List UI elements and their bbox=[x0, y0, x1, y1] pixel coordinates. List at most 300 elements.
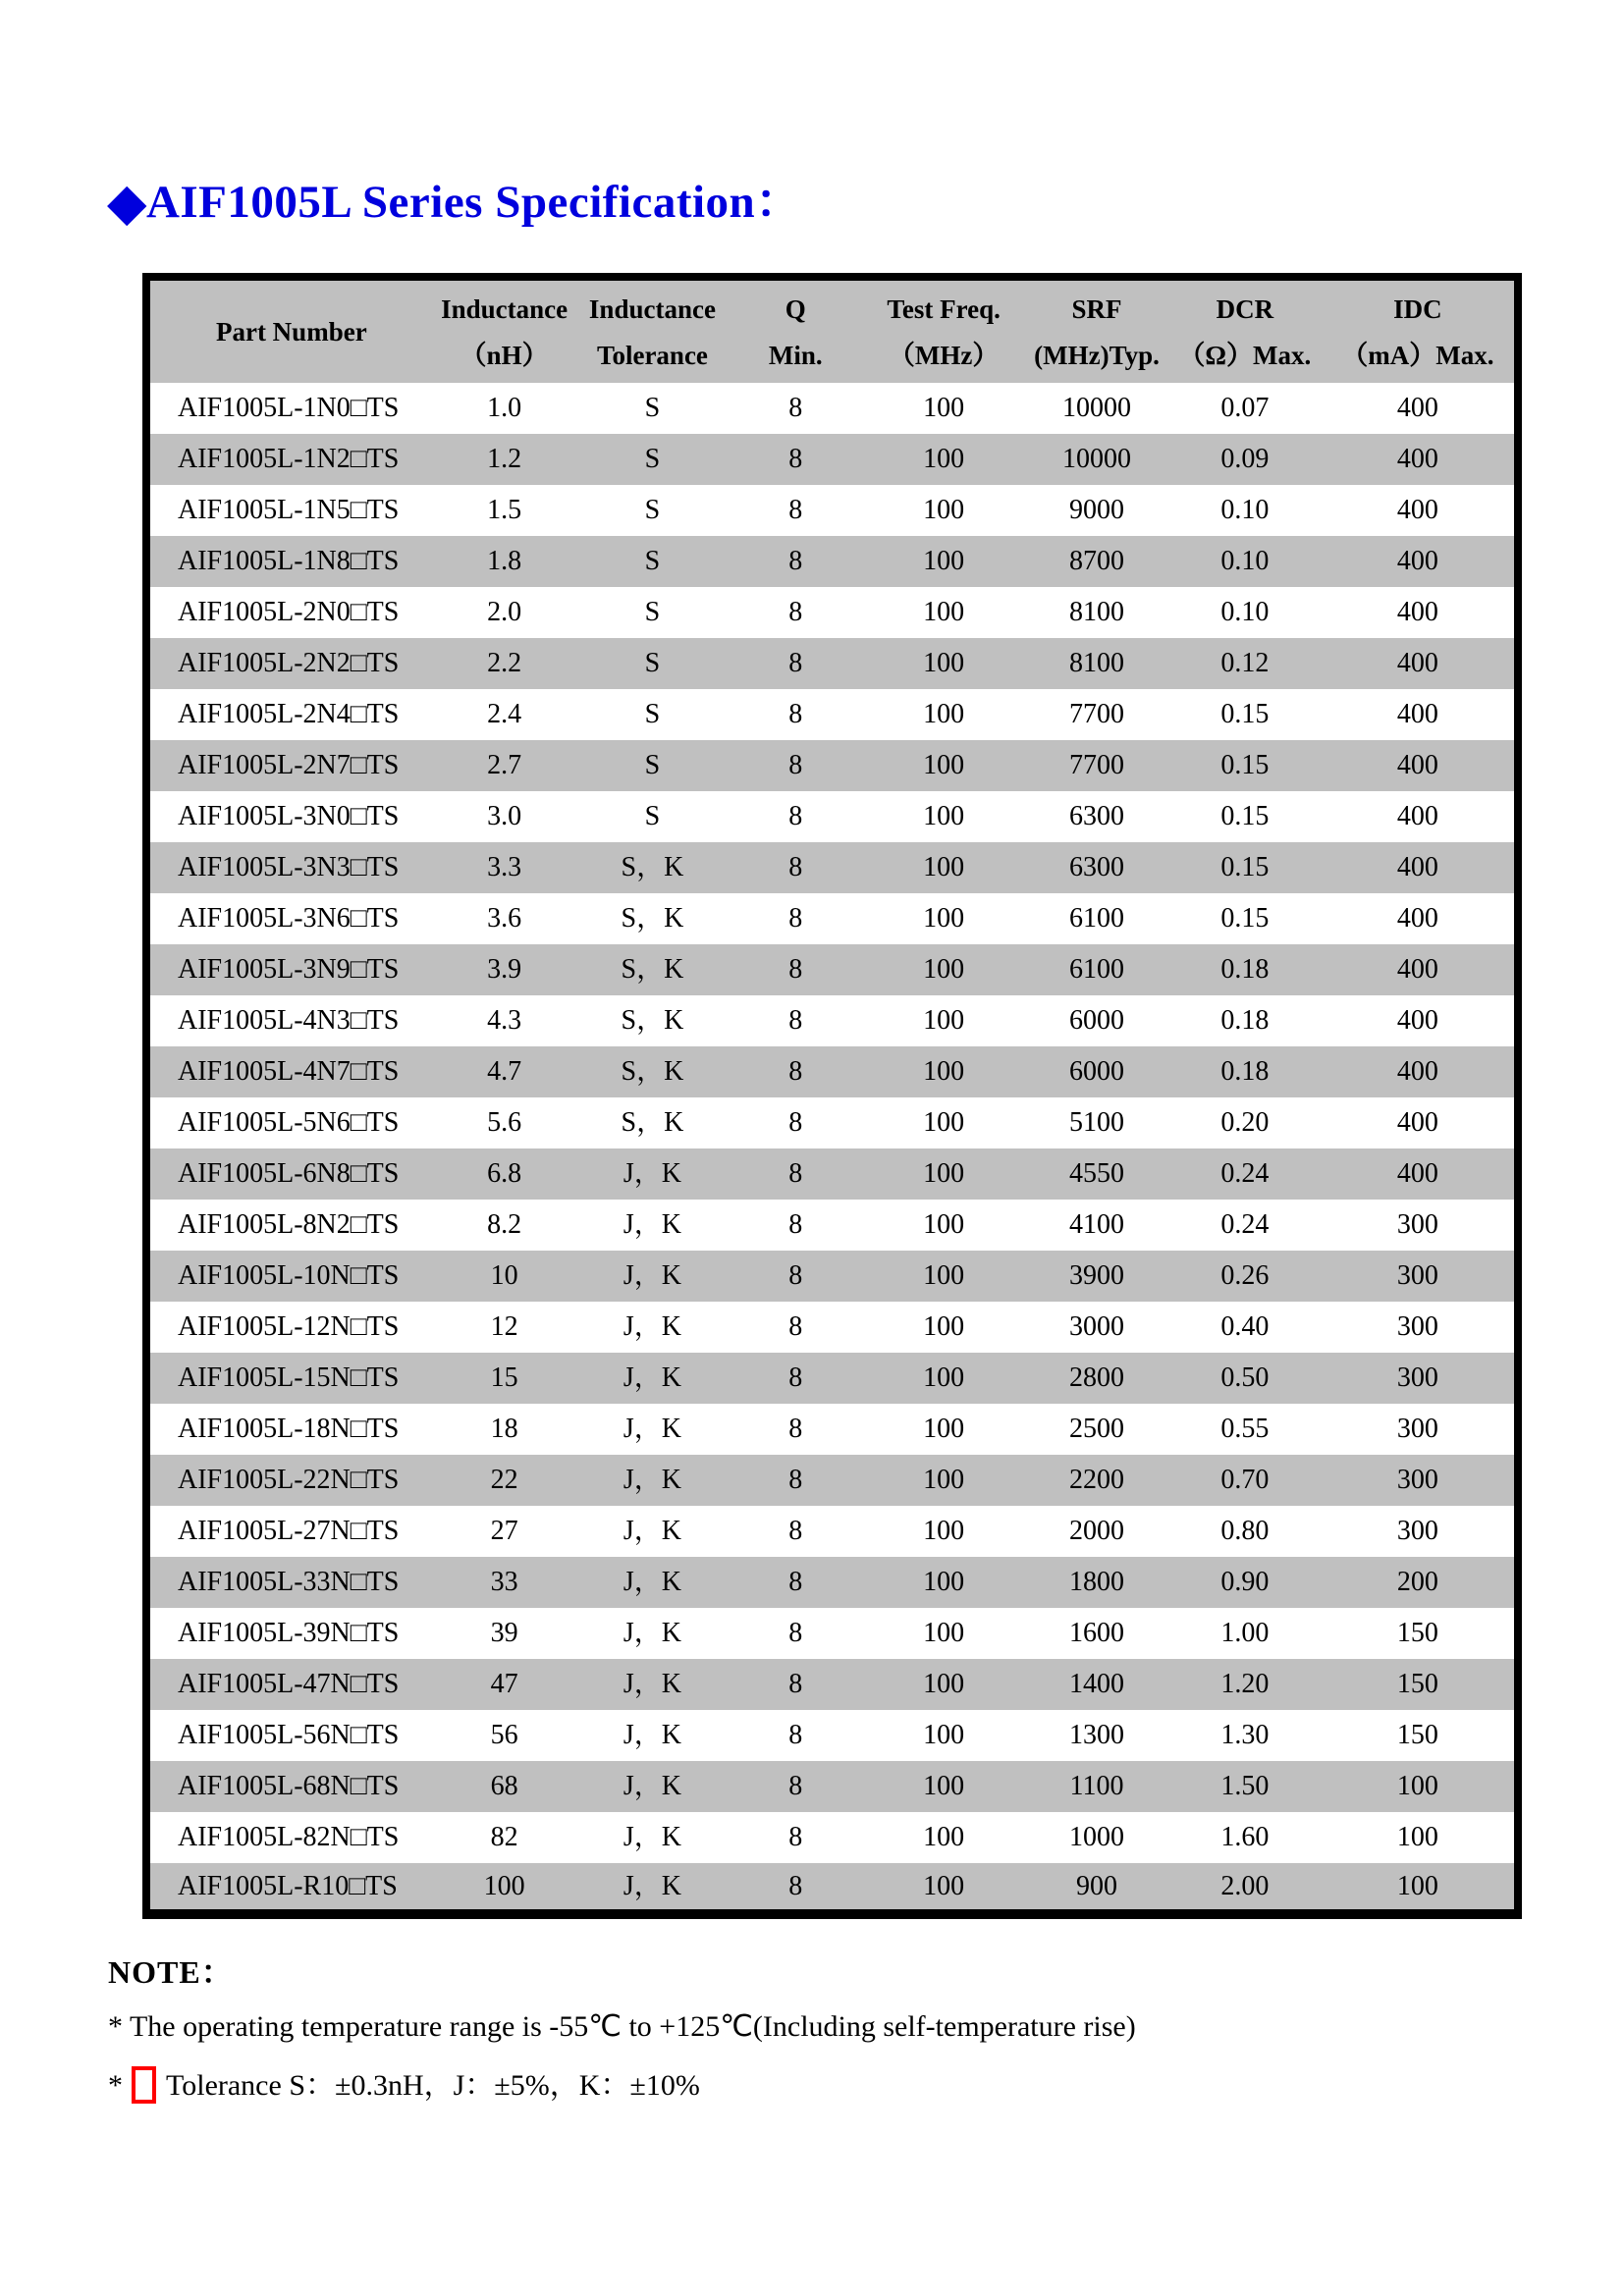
inductance-cell: 39 bbox=[490, 1618, 518, 1648]
idc-cell: 300 bbox=[1396, 1209, 1438, 1240]
tolerance-cell: J，K bbox=[623, 1209, 681, 1240]
col-header-q-line2: Min. bbox=[768, 341, 823, 370]
inductance-cell: 5.6 bbox=[487, 1107, 522, 1138]
inductance-cell: 68 bbox=[490, 1771, 518, 1801]
test-freq-cell: 100 bbox=[923, 1618, 965, 1648]
col-header-inductance-line1: Inductance bbox=[441, 294, 568, 324]
tolerance-cell: S，K bbox=[621, 1056, 684, 1087]
srf-cell: 1000 bbox=[1068, 1822, 1124, 1852]
idc-cell: 400 bbox=[1396, 903, 1438, 934]
tolerance-cell: J，K bbox=[623, 1260, 681, 1291]
part-number-cell: AIF1005L-2N7□TS bbox=[178, 750, 400, 780]
idc-cell: 100 bbox=[1396, 1771, 1438, 1801]
table-row bbox=[146, 1608, 1518, 1659]
col-header-dcr bbox=[1168, 277, 1322, 383]
inductance-cell: 3.0 bbox=[487, 801, 522, 831]
dcr-cell: 0.40 bbox=[1220, 1311, 1270, 1342]
table-row bbox=[146, 893, 1518, 944]
dcr-cell: 0.24 bbox=[1220, 1209, 1270, 1240]
tolerance-cell: J，K bbox=[623, 1311, 681, 1342]
idc-cell: 150 bbox=[1396, 1618, 1438, 1648]
test-freq-cell: 100 bbox=[923, 954, 965, 985]
srf-cell: 3900 bbox=[1068, 1260, 1124, 1291]
idc-cell: 100 bbox=[1396, 1870, 1438, 1901]
idc-cell: 300 bbox=[1396, 1465, 1438, 1495]
srf-cell: 7700 bbox=[1068, 750, 1124, 780]
table-row bbox=[146, 1659, 1518, 1710]
idc-cell: 150 bbox=[1396, 1720, 1438, 1750]
inductance-cell: 2.0 bbox=[487, 597, 522, 627]
dcr-cell: 0.55 bbox=[1220, 1414, 1270, 1444]
idc-cell: 400 bbox=[1396, 1158, 1438, 1189]
q-min-cell: 8 bbox=[788, 597, 803, 627]
q-min-cell: 8 bbox=[788, 1465, 803, 1495]
table-row bbox=[146, 1046, 1518, 1097]
srf-cell: 3000 bbox=[1068, 1311, 1124, 1342]
idc-cell: 400 bbox=[1396, 954, 1438, 985]
q-min-cell: 8 bbox=[788, 1158, 803, 1189]
dcr-cell: 0.09 bbox=[1220, 444, 1270, 474]
dcr-cell: 0.80 bbox=[1220, 1516, 1270, 1546]
part-number-cell: AIF1005L-8N2□TS bbox=[178, 1209, 400, 1240]
header-row bbox=[146, 277, 1518, 383]
part-number-cell: AIF1005L-10N□TS bbox=[178, 1260, 400, 1291]
srf-cell: 10000 bbox=[1061, 393, 1131, 423]
tolerance-cell: J，K bbox=[623, 1516, 681, 1546]
tolerance-cell: J，K bbox=[623, 1465, 681, 1495]
srf-cell: 5100 bbox=[1068, 1107, 1124, 1138]
test-freq-cell: 100 bbox=[923, 1720, 965, 1750]
inductance-cell: 3.3 bbox=[487, 852, 522, 882]
tolerance-cell: S，K bbox=[621, 954, 684, 985]
test-freq-cell: 100 bbox=[923, 1209, 965, 1240]
part-number-cell: AIF1005L-2N4□TS bbox=[178, 699, 400, 729]
part-number-cell: AIF1005L-68N□TS bbox=[178, 1771, 400, 1801]
idc-cell: 400 bbox=[1396, 699, 1438, 729]
test-freq-cell: 100 bbox=[923, 750, 965, 780]
table-row bbox=[146, 944, 1518, 995]
part-number-cell: AIF1005L-3N0□TS bbox=[178, 801, 400, 831]
table-row bbox=[146, 842, 1518, 893]
tolerance-cell: S bbox=[644, 393, 661, 423]
tolerance-cell: S，K bbox=[621, 1107, 684, 1138]
tolerance-cell: J，K bbox=[623, 1362, 681, 1393]
part-number-cell: AIF1005L-56N□TS bbox=[178, 1720, 400, 1750]
tolerance-cell: S bbox=[644, 699, 661, 729]
q-min-cell: 8 bbox=[788, 1414, 803, 1444]
dcr-cell: 0.26 bbox=[1220, 1260, 1270, 1291]
q-min-cell: 8 bbox=[788, 1056, 803, 1087]
part-number-cell: AIF1005L-3N6□TS bbox=[178, 903, 400, 934]
q-min-cell: 8 bbox=[788, 1669, 803, 1699]
table-row bbox=[146, 1506, 1518, 1557]
col-header-inductance bbox=[433, 277, 576, 383]
col-header-test-freq-line1: Test Freq. bbox=[887, 294, 1001, 324]
srf-cell: 1400 bbox=[1068, 1669, 1124, 1699]
q-min-cell: 8 bbox=[788, 495, 803, 525]
part-number-cell: AIF1005L-1N5□TS bbox=[178, 495, 400, 525]
inductance-cell: 4.7 bbox=[487, 1056, 522, 1087]
table-row bbox=[146, 1302, 1518, 1353]
idc-cell: 400 bbox=[1396, 648, 1438, 678]
col-header-srf bbox=[1025, 277, 1168, 383]
srf-cell: 1800 bbox=[1068, 1567, 1124, 1597]
part-number-cell: AIF1005L-27N□TS bbox=[178, 1516, 400, 1546]
dcr-cell: 0.15 bbox=[1220, 903, 1270, 934]
inductance-cell: 2.2 bbox=[487, 648, 522, 678]
test-freq-cell: 100 bbox=[923, 903, 965, 934]
col-header-q-min bbox=[729, 277, 862, 383]
note-bullet: * bbox=[108, 2069, 123, 2102]
table-row bbox=[146, 740, 1518, 791]
test-freq-cell: 100 bbox=[923, 1870, 965, 1901]
test-freq-cell: 100 bbox=[923, 1107, 965, 1138]
tolerance-cell: S，K bbox=[621, 852, 684, 882]
q-min-cell: 8 bbox=[788, 1870, 803, 1901]
part-number-cell: AIF1005L-3N3□TS bbox=[178, 852, 400, 882]
test-freq-cell: 100 bbox=[923, 1669, 965, 1699]
q-min-cell: 8 bbox=[788, 801, 803, 831]
table-row bbox=[146, 1455, 1518, 1506]
q-min-cell: 8 bbox=[788, 1618, 803, 1648]
srf-cell: 6100 bbox=[1068, 954, 1124, 985]
idc-cell: 300 bbox=[1396, 1414, 1438, 1444]
srf-cell: 1600 bbox=[1068, 1618, 1124, 1648]
inductance-cell: 1.2 bbox=[487, 444, 522, 474]
dcr-cell: 1.20 bbox=[1220, 1669, 1270, 1699]
inductance-cell: 3.9 bbox=[487, 954, 522, 985]
tolerance-cell: S bbox=[644, 750, 661, 780]
srf-cell: 7700 bbox=[1068, 699, 1124, 729]
inductance-cell: 1.8 bbox=[487, 546, 522, 576]
inductance-cell: 2.7 bbox=[487, 750, 522, 780]
part-number-cell: AIF1005L-6N8□TS bbox=[178, 1158, 400, 1189]
col-header-inductance-line2: （nH） bbox=[460, 341, 549, 370]
col-header-tolerance bbox=[575, 277, 729, 383]
tolerance-cell: J，K bbox=[623, 1822, 681, 1852]
table-row bbox=[146, 1353, 1518, 1404]
test-freq-cell: 100 bbox=[923, 1567, 965, 1597]
note-temperature-range: * The operating temperature range is -55℃ to +125℃(Including self-temperature rise) bbox=[108, 2010, 1136, 2043]
table-row bbox=[146, 536, 1518, 587]
srf-cell: 8100 bbox=[1068, 648, 1124, 678]
inductance-cell: 4.3 bbox=[487, 1005, 522, 1036]
part-number-cell: AIF1005L-1N2□TS bbox=[178, 444, 400, 474]
srf-cell: 2800 bbox=[1068, 1362, 1124, 1393]
srf-cell: 2000 bbox=[1068, 1516, 1124, 1546]
inductance-cell: 3.6 bbox=[487, 903, 522, 934]
col-header-dcr-line1: DCR bbox=[1216, 294, 1274, 324]
dcr-cell: 0.15 bbox=[1220, 750, 1270, 780]
idc-cell: 400 bbox=[1396, 750, 1438, 780]
table-row bbox=[146, 587, 1518, 638]
q-min-cell: 8 bbox=[788, 1771, 803, 1801]
idc-cell: 300 bbox=[1396, 1516, 1438, 1546]
test-freq-cell: 100 bbox=[923, 546, 965, 576]
table-row bbox=[146, 689, 1518, 740]
idc-cell: 400 bbox=[1396, 1005, 1438, 1036]
q-min-cell: 8 bbox=[788, 903, 803, 934]
col-header-idc bbox=[1322, 277, 1518, 383]
diamond-icon: ◆ bbox=[108, 175, 146, 230]
inductance-cell: 82 bbox=[490, 1822, 518, 1852]
q-min-cell: 8 bbox=[788, 1107, 803, 1138]
inductance-cell: 1.5 bbox=[487, 495, 522, 525]
part-number-cell: AIF1005L-1N8□TS bbox=[178, 546, 400, 576]
dcr-cell: 0.50 bbox=[1220, 1362, 1270, 1393]
table-row bbox=[146, 1710, 1518, 1761]
srf-cell: 2500 bbox=[1068, 1414, 1124, 1444]
tolerance-placeholder-box-icon bbox=[132, 2066, 156, 2104]
srf-cell: 4100 bbox=[1068, 1209, 1124, 1240]
tolerance-cell: S bbox=[644, 495, 661, 525]
idc-cell: 400 bbox=[1396, 801, 1438, 831]
part-number-cell: AIF1005L-39N□TS bbox=[178, 1618, 400, 1648]
col-header-tolerance-line2: Tolerance bbox=[596, 341, 708, 370]
col-header-test-freq-line2: （MHz） bbox=[888, 341, 1000, 370]
inductance-cell: 22 bbox=[490, 1465, 518, 1495]
idc-cell: 150 bbox=[1396, 1669, 1438, 1699]
col-header-tolerance-line1: Inductance bbox=[588, 294, 716, 324]
dcr-cell: 0.10 bbox=[1220, 546, 1270, 576]
idc-cell: 200 bbox=[1396, 1567, 1438, 1597]
test-freq-cell: 100 bbox=[923, 1516, 965, 1546]
dcr-cell: 0.24 bbox=[1220, 1158, 1270, 1189]
inductance-cell: 18 bbox=[490, 1414, 518, 1444]
dcr-cell: 1.30 bbox=[1220, 1720, 1270, 1750]
table-row bbox=[146, 1761, 1518, 1812]
test-freq-cell: 100 bbox=[923, 801, 965, 831]
part-number-cell: AIF1005L-4N3□TS bbox=[178, 1005, 400, 1036]
q-min-cell: 8 bbox=[788, 1005, 803, 1036]
q-min-cell: 8 bbox=[788, 1720, 803, 1750]
test-freq-cell: 100 bbox=[923, 699, 965, 729]
dcr-cell: 0.07 bbox=[1220, 393, 1270, 423]
tolerance-cell: S bbox=[644, 444, 661, 474]
tolerance-cell: S，K bbox=[621, 903, 684, 934]
srf-cell: 6300 bbox=[1068, 852, 1124, 882]
srf-cell: 4550 bbox=[1068, 1158, 1124, 1189]
note-tolerance bbox=[108, 2060, 1136, 2104]
srf-cell: 10000 bbox=[1061, 444, 1131, 474]
table-row bbox=[146, 1200, 1518, 1251]
inductance-cell: 27 bbox=[490, 1516, 518, 1546]
tolerance-cell: S bbox=[644, 597, 661, 627]
col-header-srf-line1: SRF bbox=[1071, 294, 1122, 324]
table-row bbox=[146, 1812, 1518, 1863]
q-min-cell: 8 bbox=[788, 954, 803, 985]
test-freq-cell: 100 bbox=[923, 1005, 965, 1036]
part-number-cell: AIF1005L-1N0□TS bbox=[178, 393, 400, 423]
test-freq-cell: 100 bbox=[923, 393, 965, 423]
idc-cell: 400 bbox=[1396, 546, 1438, 576]
dcr-cell: 1.00 bbox=[1220, 1618, 1270, 1648]
srf-cell: 2200 bbox=[1068, 1465, 1124, 1495]
test-freq-cell: 100 bbox=[923, 597, 965, 627]
dcr-cell: 0.20 bbox=[1220, 1107, 1270, 1138]
table-row bbox=[146, 638, 1518, 689]
srf-cell: 6100 bbox=[1068, 903, 1124, 934]
dcr-cell: 0.18 bbox=[1220, 1056, 1270, 1087]
q-min-cell: 8 bbox=[788, 393, 803, 423]
table-row bbox=[146, 434, 1518, 485]
part-number-cell: AIF1005L-2N2□TS bbox=[178, 648, 400, 678]
idc-cell: 400 bbox=[1396, 1056, 1438, 1087]
col-header-q-line1: Q bbox=[785, 294, 806, 324]
notes-section bbox=[108, 1948, 1136, 2104]
q-min-cell: 8 bbox=[788, 546, 803, 576]
srf-cell: 8100 bbox=[1068, 597, 1124, 627]
tolerance-cell: J，K bbox=[623, 1870, 681, 1901]
srf-cell: 6000 bbox=[1068, 1005, 1124, 1036]
dcr-cell: 0.15 bbox=[1220, 699, 1270, 729]
srf-cell: 8700 bbox=[1068, 546, 1124, 576]
inductance-cell: 33 bbox=[490, 1567, 518, 1597]
table-row bbox=[146, 383, 1518, 434]
test-freq-cell: 100 bbox=[923, 1056, 965, 1087]
part-number-cell: AIF1005L-82N□TS bbox=[178, 1822, 400, 1852]
inductance-cell: 56 bbox=[490, 1720, 518, 1750]
q-min-cell: 8 bbox=[788, 1822, 803, 1852]
table-row bbox=[146, 1097, 1518, 1148]
inductance-cell: 6.8 bbox=[487, 1158, 522, 1189]
q-min-cell: 8 bbox=[788, 852, 803, 882]
test-freq-cell: 100 bbox=[923, 1414, 965, 1444]
dcr-cell: 0.12 bbox=[1220, 648, 1270, 678]
dcr-cell: 1.50 bbox=[1220, 1771, 1270, 1801]
q-min-cell: 8 bbox=[788, 1516, 803, 1546]
col-header-part-number-label: Part Number bbox=[215, 316, 367, 347]
col-header-part-number bbox=[146, 277, 433, 383]
test-freq-cell: 100 bbox=[923, 1158, 965, 1189]
dcr-cell: 0.70 bbox=[1220, 1465, 1270, 1495]
inductance-cell: 12 bbox=[490, 1311, 518, 1342]
srf-cell: 1300 bbox=[1068, 1720, 1124, 1750]
idc-cell: 300 bbox=[1396, 1260, 1438, 1291]
inductance-cell: 2.4 bbox=[487, 699, 522, 729]
tolerance-cell: S，K bbox=[621, 1005, 684, 1036]
tolerance-cell: S bbox=[644, 648, 661, 678]
part-number-cell: AIF1005L-3N9□TS bbox=[178, 954, 400, 985]
note-heading: NOTE： bbox=[108, 1954, 234, 1990]
q-min-cell: 8 bbox=[788, 1209, 803, 1240]
col-header-srf-line2: (MHz)Typ. bbox=[1034, 341, 1160, 370]
dcr-cell: 2.00 bbox=[1220, 1870, 1270, 1901]
part-number-cell: AIF1005L-47N□TS bbox=[178, 1669, 400, 1699]
test-freq-cell: 100 bbox=[923, 1311, 965, 1342]
part-number-cell: AIF1005L-18N□TS bbox=[178, 1414, 400, 1444]
inductance-cell: 47 bbox=[490, 1669, 518, 1699]
part-number-cell: AIF1005L-2N0□TS bbox=[178, 597, 400, 627]
table-row bbox=[146, 995, 1518, 1046]
inductance-cell: 8.2 bbox=[487, 1209, 522, 1240]
tolerance-cell: J，K bbox=[623, 1669, 681, 1699]
dcr-cell: 1.60 bbox=[1220, 1822, 1270, 1852]
part-number-cell: AIF1005L-12N□TS bbox=[178, 1311, 400, 1342]
part-number-cell: AIF1005L-R10□TS bbox=[178, 1870, 398, 1901]
inductance-cell: 1.0 bbox=[487, 393, 522, 423]
idc-cell: 300 bbox=[1396, 1311, 1438, 1342]
q-min-cell: 8 bbox=[788, 1567, 803, 1597]
page-title bbox=[108, 165, 802, 231]
q-min-cell: 8 bbox=[788, 444, 803, 474]
part-number-cell: AIF1005L-22N□TS bbox=[178, 1465, 400, 1495]
tolerance-cell: J，K bbox=[623, 1771, 681, 1801]
col-header-test-freq bbox=[862, 277, 1025, 383]
srf-cell: 6300 bbox=[1068, 801, 1124, 831]
srf-cell: 1100 bbox=[1069, 1771, 1124, 1801]
dcr-cell: 0.10 bbox=[1220, 597, 1270, 627]
col-header-dcr-line2: （Ω）Max. bbox=[1178, 341, 1312, 370]
part-number-cell: AIF1005L-15N□TS bbox=[178, 1362, 400, 1393]
srf-cell: 900 bbox=[1075, 1870, 1117, 1901]
table-row bbox=[146, 1404, 1518, 1455]
q-min-cell: 8 bbox=[788, 750, 803, 780]
test-freq-cell: 100 bbox=[923, 1362, 965, 1393]
table-row bbox=[146, 1148, 1518, 1200]
idc-cell: 400 bbox=[1396, 1107, 1438, 1138]
dcr-cell: 0.15 bbox=[1220, 801, 1270, 831]
q-min-cell: 8 bbox=[788, 648, 803, 678]
col-header-idc-line1: IDC bbox=[1393, 294, 1442, 324]
table-row bbox=[146, 791, 1518, 842]
idc-cell: 300 bbox=[1396, 1362, 1438, 1393]
dcr-cell: 0.10 bbox=[1220, 495, 1270, 525]
srf-cell: 9000 bbox=[1068, 495, 1124, 525]
table-row bbox=[146, 1251, 1518, 1302]
tolerance-cell: S bbox=[644, 801, 661, 831]
table-row bbox=[146, 1863, 1518, 1914]
idc-cell: 400 bbox=[1396, 597, 1438, 627]
part-number-cell: AIF1005L-33N□TS bbox=[178, 1567, 400, 1597]
table-row bbox=[146, 1557, 1518, 1608]
tolerance-cell: J，K bbox=[623, 1414, 681, 1444]
tolerance-cell: J，K bbox=[623, 1158, 681, 1189]
note-tolerance-text: Tolerance S：±0.3nH，J：±5%，K：±10% bbox=[166, 2069, 700, 2102]
test-freq-cell: 100 bbox=[923, 852, 965, 882]
idc-cell: 100 bbox=[1396, 1822, 1438, 1852]
test-freq-cell: 100 bbox=[923, 1822, 965, 1852]
spec-table bbox=[142, 273, 1522, 1919]
test-freq-cell: 100 bbox=[923, 1771, 965, 1801]
idc-cell: 400 bbox=[1396, 852, 1438, 882]
test-freq-cell: 100 bbox=[923, 1465, 965, 1495]
idc-cell: 400 bbox=[1396, 495, 1438, 525]
q-min-cell: 8 bbox=[788, 1362, 803, 1393]
tolerance-cell: J，K bbox=[623, 1720, 681, 1750]
srf-cell: 6000 bbox=[1068, 1056, 1124, 1087]
q-min-cell: 8 bbox=[788, 1260, 803, 1291]
inductance-cell: 10 bbox=[490, 1260, 518, 1291]
inductance-cell: 100 bbox=[483, 1870, 525, 1901]
dcr-cell: 0.90 bbox=[1220, 1567, 1270, 1597]
table-row bbox=[146, 485, 1518, 536]
idc-cell: 400 bbox=[1396, 393, 1438, 423]
tolerance-cell: J，K bbox=[623, 1567, 681, 1597]
test-freq-cell: 100 bbox=[923, 444, 965, 474]
tolerance-cell: S bbox=[644, 546, 661, 576]
dcr-cell: 0.18 bbox=[1220, 1005, 1270, 1036]
tolerance-cell: J，K bbox=[623, 1618, 681, 1648]
test-freq-cell: 100 bbox=[923, 648, 965, 678]
inductance-cell: 15 bbox=[490, 1362, 518, 1393]
dcr-cell: 0.15 bbox=[1220, 852, 1270, 882]
q-min-cell: 8 bbox=[788, 699, 803, 729]
col-header-idc-line2: （mA）Max. bbox=[1341, 341, 1494, 370]
page-title-text: AIF1005L Series Specification： bbox=[145, 177, 802, 228]
q-min-cell: 8 bbox=[788, 1311, 803, 1342]
idc-cell: 400 bbox=[1396, 444, 1438, 474]
